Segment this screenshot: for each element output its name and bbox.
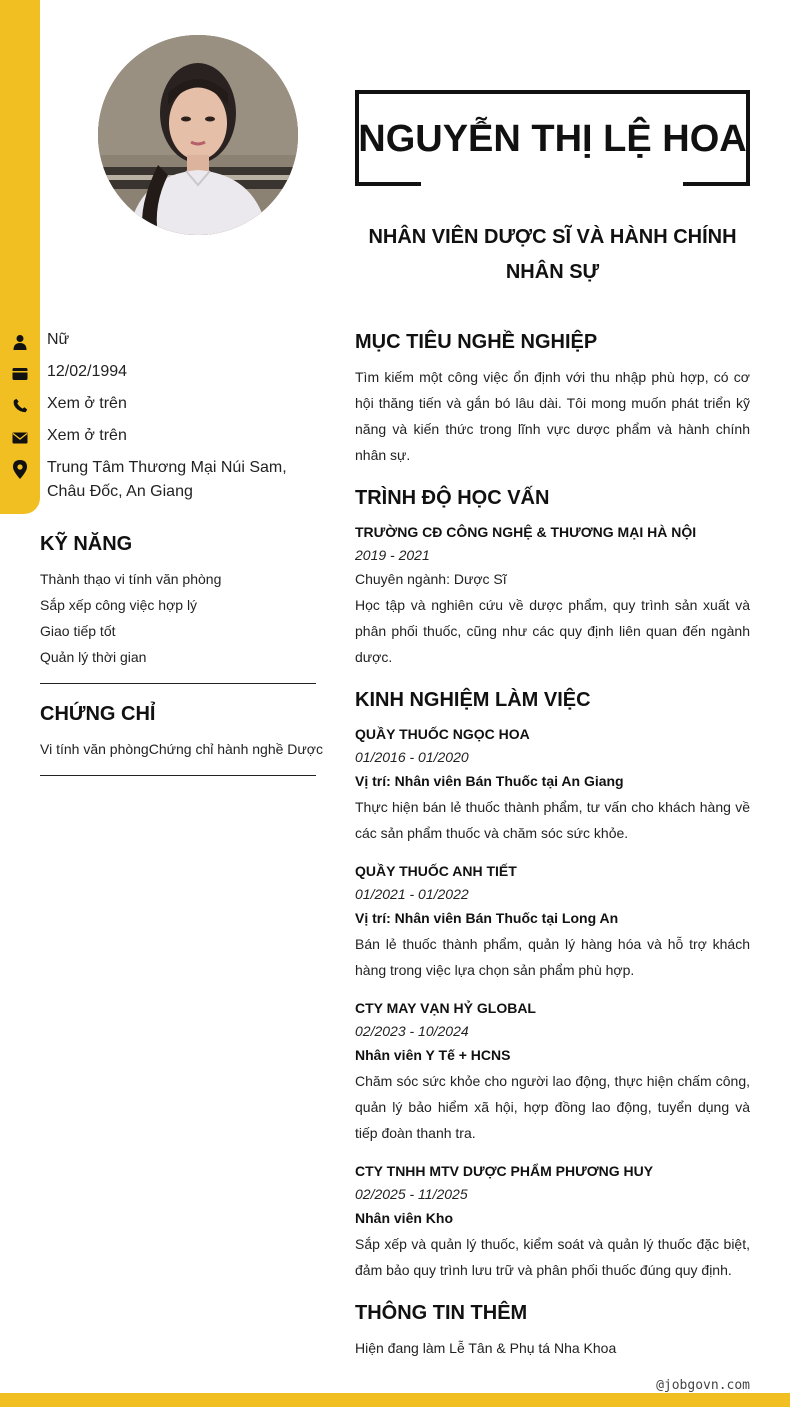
certificates-section xyxy=(40,700,323,762)
education-major: Chuyên ngành: Dược Sĩ xyxy=(355,571,507,587)
contact-email xyxy=(0,424,320,456)
education-period: 2019 - 2021 xyxy=(355,547,430,563)
contact-phone xyxy=(0,392,320,424)
list-item: Sắp xếp công việc hợp lý xyxy=(40,597,198,613)
watermark: @jobgovn.com xyxy=(656,1378,750,1393)
education-description: Học tập và nghiên cứu về dược phẩm, quy trình sản xuất và phân phối thuốc, cũng như các quy định liên quan đến ngành dược. xyxy=(355,597,750,665)
experience-section xyxy=(355,686,750,1283)
contact-gender xyxy=(0,328,320,360)
certificates-text: Vi tính văn phòngChứng chỉ hành nghề Dược xyxy=(40,741,323,757)
objective-heading: MỤC TIÊU NGHỀ NGHIỆP xyxy=(355,331,598,353)
divider xyxy=(40,775,316,776)
job-period: 01/2016 - 01/2020 xyxy=(355,749,469,765)
contact-birthdate xyxy=(0,360,320,392)
full-name: NGUYỄN THỊ LỆ HOA xyxy=(358,118,747,160)
job-description: Thực hiện bán lẻ thuốc thành phẩm, tư vấn cho khách hàng về các sản phẩm thuốc và chăm sóc sức khỏe. xyxy=(355,799,750,841)
job-company: CTY TNHH MTV DƯỢC PHẨM PHƯƠNG HUY xyxy=(355,1163,654,1179)
birthdate-value: 12/02/1994 xyxy=(47,363,128,380)
job-title: NHÂN VIÊN DƯỢC SĨ VÀ HÀNH CHÍNH NHÂN SỰ xyxy=(368,226,737,283)
list-item: Quản lý thời gian xyxy=(40,649,147,665)
job-period: 01/2021 - 01/2022 xyxy=(355,886,469,902)
footer-accent-bar xyxy=(0,1393,790,1407)
job-entry xyxy=(355,1159,750,1283)
skills-heading: KỸ NĂNG xyxy=(40,533,133,555)
job-company: CTY MAY VẠN HỶ GLOBAL xyxy=(355,1000,536,1016)
main-content xyxy=(355,328,750,1377)
gender-value: Nữ xyxy=(47,331,70,348)
contact-address xyxy=(0,456,320,504)
location-pin-icon xyxy=(0,456,40,480)
job-entry xyxy=(355,859,750,983)
job-description: Sắp xếp và quản lý thuốc, kiểm soát và quản lý thuốc đặc biệt, đảm bảo quy trình lưu trữ và phân phối thuốc đúng quy định. xyxy=(355,1236,750,1278)
job-period: 02/2025 - 11/2025 xyxy=(355,1186,468,1202)
avatar xyxy=(98,35,298,235)
list-item: Giao tiếp tốt xyxy=(40,623,116,639)
job-description: Bán lẻ thuốc thành phẩm, quản lý hàng hóa và hỗ trợ khách hàng trong việc lựa chọn sản phẩm phù hợp. xyxy=(355,936,750,978)
school-name: TRƯỜNG CĐ CÔNG NGHỆ & THƯƠNG MẠI HÀ NỘI xyxy=(355,524,697,540)
person-icon xyxy=(0,328,40,352)
job-entry xyxy=(355,996,750,1146)
job-description: Chăm sóc sức khỏe cho người lao động, thực hiện chấm công, quản lý bảo hiểm xã hội, hợp đồng lao động, tuyển dụng và tiếp đoàn thanh tra. xyxy=(355,1073,750,1141)
skills-list xyxy=(40,566,316,670)
extra-info-text: Hiện đang làm Lễ Tân & Phụ tá Nha Khoa xyxy=(355,1340,617,1356)
job-company: QUẦY THUỐC ANH TIẾT xyxy=(355,863,517,879)
education-heading: TRÌNH ĐỘ HỌC VẤN xyxy=(355,487,550,509)
list-item: Thành thạo vi tính văn phòng xyxy=(40,571,222,587)
email-value: Xem ở trên xyxy=(47,427,127,444)
divider xyxy=(40,683,316,684)
phone-value: Xem ở trên xyxy=(47,395,127,412)
envelope-icon xyxy=(0,424,40,448)
phone-icon xyxy=(0,392,40,416)
extra-info-heading: THÔNG TIN THÊM xyxy=(355,1302,528,1324)
job-position: Nhân viên Kho xyxy=(355,1210,454,1226)
contact-info xyxy=(0,328,320,504)
job-period: 02/2023 - 10/2024 xyxy=(355,1023,469,1039)
job-position: Vị trí: Nhân viên Bán Thuốc tại Long An xyxy=(355,910,619,926)
education-section xyxy=(355,484,750,670)
job-position: Vị trí: Nhân viên Bán Thuốc tại An Giang xyxy=(355,773,624,789)
avatar-photo xyxy=(98,35,298,235)
skills-section xyxy=(40,530,316,670)
job-position: Nhân viên Y Tế + HCNS xyxy=(355,1047,511,1063)
address-value: Trung Tâm Thương Mại Núi Sam, Châu Đốc, An Giang xyxy=(47,459,287,500)
extra-info-section xyxy=(355,1299,750,1361)
objective-section xyxy=(355,328,750,468)
experience-heading: KINH NGHIỆM LÀM VIỆC xyxy=(355,689,591,711)
calendar-icon xyxy=(0,360,40,384)
certificates-heading: CHỨNG CHỈ xyxy=(40,703,156,725)
objective-text: Tìm kiếm một công việc ổn định với thu nhập phù hợp, có cơ hội thăng tiến và gắn bó lâu dài. Tôi mong muốn phát triển kỹ năng và kiến thức trong lĩnh vực dược phẩm và hành chính nhân sự. xyxy=(355,369,750,463)
job-company: QUẦY THUỐC NGỌC HOA xyxy=(355,726,530,742)
job-entry xyxy=(355,722,750,846)
